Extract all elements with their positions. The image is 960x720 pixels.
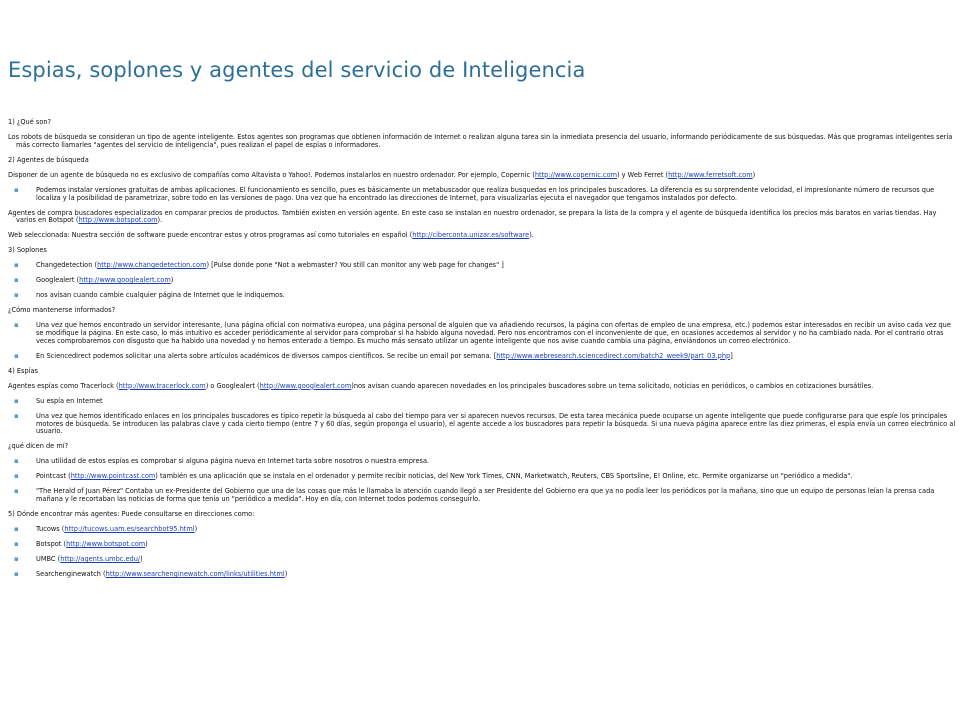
text-segment: ) [752, 170, 756, 179]
text-segment: Googlealert ( [36, 276, 80, 285]
text-segment: Disponer de un agente de búsqueda no es exclusivo de compañías como Altavista o Yahoo!. Podemos instalarlos en nuestro ordenador. Por ejemplo, Copernic ( [8, 170, 535, 179]
text-segment: 5) Dónde encontrar más agentes: Puede consultarse en direcciones como: [8, 510, 255, 519]
text-segment: Changedetection ( [36, 261, 98, 270]
text-segment: ) y Web Ferret ( [617, 170, 669, 179]
bullet-icon: ▪ [14, 185, 19, 194]
text-segment: Tucows ( [36, 525, 65, 534]
bullet-icon: ▪ [14, 569, 19, 578]
bullet-icon: ▪ [14, 291, 19, 300]
bullet-icon: ▪ [14, 554, 19, 563]
bullet-icon: ▪ [14, 351, 19, 360]
bullet-item [8, 526, 956, 534]
hyperlink[interactable]: http://www.botspot.com [66, 540, 146, 548]
hyperlink[interactable]: http://tucows.uam.es/searchbot95.html [64, 525, 195, 534]
hyperlink[interactable]: http://www.searchenginewatch.com/links/utilities.html [105, 569, 285, 578]
bullet-icon: ▪ [14, 411, 19, 420]
hyperlink[interactable]: http://www.webresearch.sciencedirect.com/batch2_week9/part_03.php [496, 351, 731, 360]
paragraph [8, 119, 956, 127]
text-segment: ) [284, 569, 288, 578]
text-segment: Agentes de compra buscadores especializados en comparar precios de productos. También existen en versión agente. En este caso se instalan en nuestro ordenador, se prepara la lista de la compra y el agente de búsqueda identifica los precios más baratos en varias tiendas. Hay varios en Botspot ( [8, 208, 937, 225]
bullet-item [8, 277, 956, 285]
text-segment: ) [145, 540, 148, 548]
text-segment: 4) Espías [8, 366, 38, 375]
bullet-item [8, 571, 956, 579]
text-segment: Su espía en Internet [36, 396, 103, 405]
hyperlink[interactable]: http://www.botspot.com [78, 216, 158, 225]
text-segment: Searchenginewatch ( [36, 569, 106, 578]
bullet-icon: ▪ [14, 525, 19, 534]
text-segment: Botspot ( [36, 540, 67, 548]
bullet-item [8, 353, 956, 361]
text-segment: ) [170, 276, 174, 285]
text-segment: 1) ¿Qué son? [8, 118, 52, 126]
bullet-icon: ▪ [14, 487, 19, 496]
hyperlink[interactable]: http://www.changedetection.com [97, 261, 207, 270]
paragraph [8, 210, 956, 226]
paragraph [8, 443, 956, 451]
hyperlink[interactable]: http://www.copernic.com [534, 170, 618, 179]
hyperlink[interactable]: http://www.googlealert.com [259, 381, 352, 390]
text-segment: Web seleccionada: Nuestra sección de software puede encontrar estos y otros programas así como tutoriales en español ( [8, 231, 413, 240]
text-segment: En Sciencedirect podemos solicitar una alerta sobre artículos académicos de diversos campos científicos. Se recibe un email por semana. [ [36, 351, 497, 360]
hyperlink[interactable]: http://agents.umbc.edu/ [60, 554, 141, 563]
hyperlink[interactable]: http://www.pointcast.com [70, 472, 156, 481]
bullet-item [8, 473, 956, 481]
bullet-item [8, 556, 956, 564]
hyperlink[interactable]: http://www.googlealert.com [79, 276, 171, 285]
hyperlink[interactable]: http://ciberconta.unizar.es/software [412, 231, 530, 240]
text-segment: ) [194, 525, 198, 534]
paragraph [8, 383, 956, 391]
text-segment: nos avisan cuando cambie cualquier página de Internet que le indiquemos. [36, 291, 285, 300]
text-segment: Una vez que hemos identificado enlaces en los principales buscadores es típico repetir la búsqueda al cabo del tiempo para ver si aparecen nuevos recursos. De esta tarea mecánica puede ocuparse un agente inteligente que puede configurarse para que espíe los principales motores de búsqueda. Se introducen las palabras clave y cada cierto tiempo (entre 7 y 60 días, según proponga el usuario), el agente accede a los buscadores para repetir la búsqueda. Si una nueva página aparece entre las diez primeras, el espía envía un correo electrónico al usuario. [36, 411, 956, 436]
paragraph [8, 232, 956, 240]
text-segment: ¿qué dicen de mí? [8, 442, 69, 451]
bullet-item [8, 292, 956, 300]
text-segment: ). [529, 231, 534, 240]
bullet-icon: ▪ [14, 472, 19, 481]
text-segment: ) [140, 554, 143, 563]
text-segment: ) o Googlealert ( [205, 381, 260, 390]
text-segment: ) [Pulse donde pone "Not a webmaster? You still can monitor any web page for changes" ] [206, 261, 504, 270]
paragraph [8, 157, 956, 165]
paragraph [8, 172, 956, 180]
text-segment: Podemos instalar versiones gratuitas de ambas aplicaciones. El funcionamiento es sencillo, pues es básicamente un metabuscador que realiza busquedas en los principales buscadores. La diferencia es su sorprendente velocidad, el impresionante número de recursos que localiza y la posibilidad de parametrizar, sobre todo en las versiones de pago. Una vez que ha encontrado las direcciones de Internet, para visualizarlas ejecuta el navegador que tengamos instalados por defecto. [36, 185, 935, 202]
text-segment: )nos avisan cuando aparecen novedades en los principales buscadores sobre un tema solicitado, noticias en periódicos, o cambios en cotizaciones bursátiles. [351, 381, 874, 390]
document-page [8, 0, 956, 720]
bullet-item [8, 187, 956, 203]
text-segment: Una vez que hemos encontrado un servidor interesante, (una página oficial con normativa europea, una página personal de alguien que va añadiendo recursos, la página con ofertas de empleo de una empresa, etc.) podemos estar interesados en recibir un aviso cada vez que se modifique la página. En este caso, lo más intuitivo es acceder periódicamente al servidor para comprobar si ha habido alguna novedad. Pero nos encontramos con el inconveniente de que, en ocasiones accedemos al servidor y no ha cambiado nada. Por el contrario otras veces comprobaremos con disgusto que ha habido una novedad y no hemos enterado a tiempo. Es mucho más sensato utilizar un agente inteligente que nos avise cuando cambia una página, enviándonos un correo electrónico. [36, 321, 951, 345]
text-segment: 3) Soplones [8, 246, 47, 255]
hyperlink[interactable]: http://www.ferretsoft.com [668, 170, 753, 179]
text-segment: UMBC ( [36, 554, 61, 563]
text-segment: Pointcast ( [36, 472, 71, 481]
text-segment: ). [157, 216, 163, 225]
bullet-item [8, 458, 956, 466]
text-segment: "The Herald of Juan Pérez" Contaba un ex-Presidente del Gobierno que una de las cosas que más le llamaba la atención cuando llegó a ser Presidente del Gobierno era que ya no podía leer los periódicos por la mañana, sino que un equipo de personas leían la prensa cada mañana y le recortaban las noticias de forma que tenía un "periódico a medida". Hoy en día, con Internet todos podemos conseguirlo. [36, 487, 935, 504]
bullet-icon: ▪ [14, 396, 19, 405]
bullet-item [8, 322, 956, 345]
paragraph [8, 368, 956, 376]
text-segment: 2) Agentes de búsqueda [8, 155, 89, 164]
paragraph [8, 511, 956, 519]
bullet-icon: ▪ [14, 261, 19, 270]
bullet-icon: ▪ [14, 321, 19, 330]
text-segment: ] [730, 351, 733, 360]
bullet-item [8, 398, 956, 406]
text-segment: Una utilidad de estos espías es comprobar si alguna página nueva en Internet tarta sobre nosotros o nuestra empresa. [36, 457, 430, 466]
text-segment: ) también es una aplicación que se instala en el ordenador y permite recibir noticias, del New York Times, CNN, Marketwatch, Reuters, CBS Sportsline, E! Online, etc. Permite organizarse un "periódico a medida". [155, 472, 853, 481]
bullet-item [8, 413, 956, 436]
paragraph [8, 134, 956, 150]
bullet-item [8, 541, 956, 549]
document-body [8, 119, 956, 586]
text-segment: ¿Cómo mantenerse informados? [8, 306, 116, 315]
bullet-icon: ▪ [14, 457, 19, 466]
bullet-item [8, 488, 956, 504]
hyperlink[interactable]: http://www.tracerlock.com [118, 381, 206, 390]
page-title: Espias, soplones y agentes del servicio de Inteligencia [8, 58, 586, 82]
paragraph [8, 247, 956, 255]
bullet-icon: ▪ [14, 540, 19, 548]
paragraph [8, 307, 956, 315]
bullet-item [8, 262, 956, 270]
bullet-icon: ▪ [14, 276, 19, 285]
text-segment: Agentes espías como Tracerlock ( [8, 381, 119, 390]
text-segment: Los robots de búsqueda se consideran un tipo de agente inteligente. Estos agentes son programas que obtienen información de Internet o realizan alguna tarea sin la inmediata presencia del usuario, informando periódicamente de sus búsquedas. Más que programas inteligentes sería más correcto llamarles "agentes del servicio de inteligencia", pues realizan el papel de espías o informadores. [8, 132, 953, 149]
